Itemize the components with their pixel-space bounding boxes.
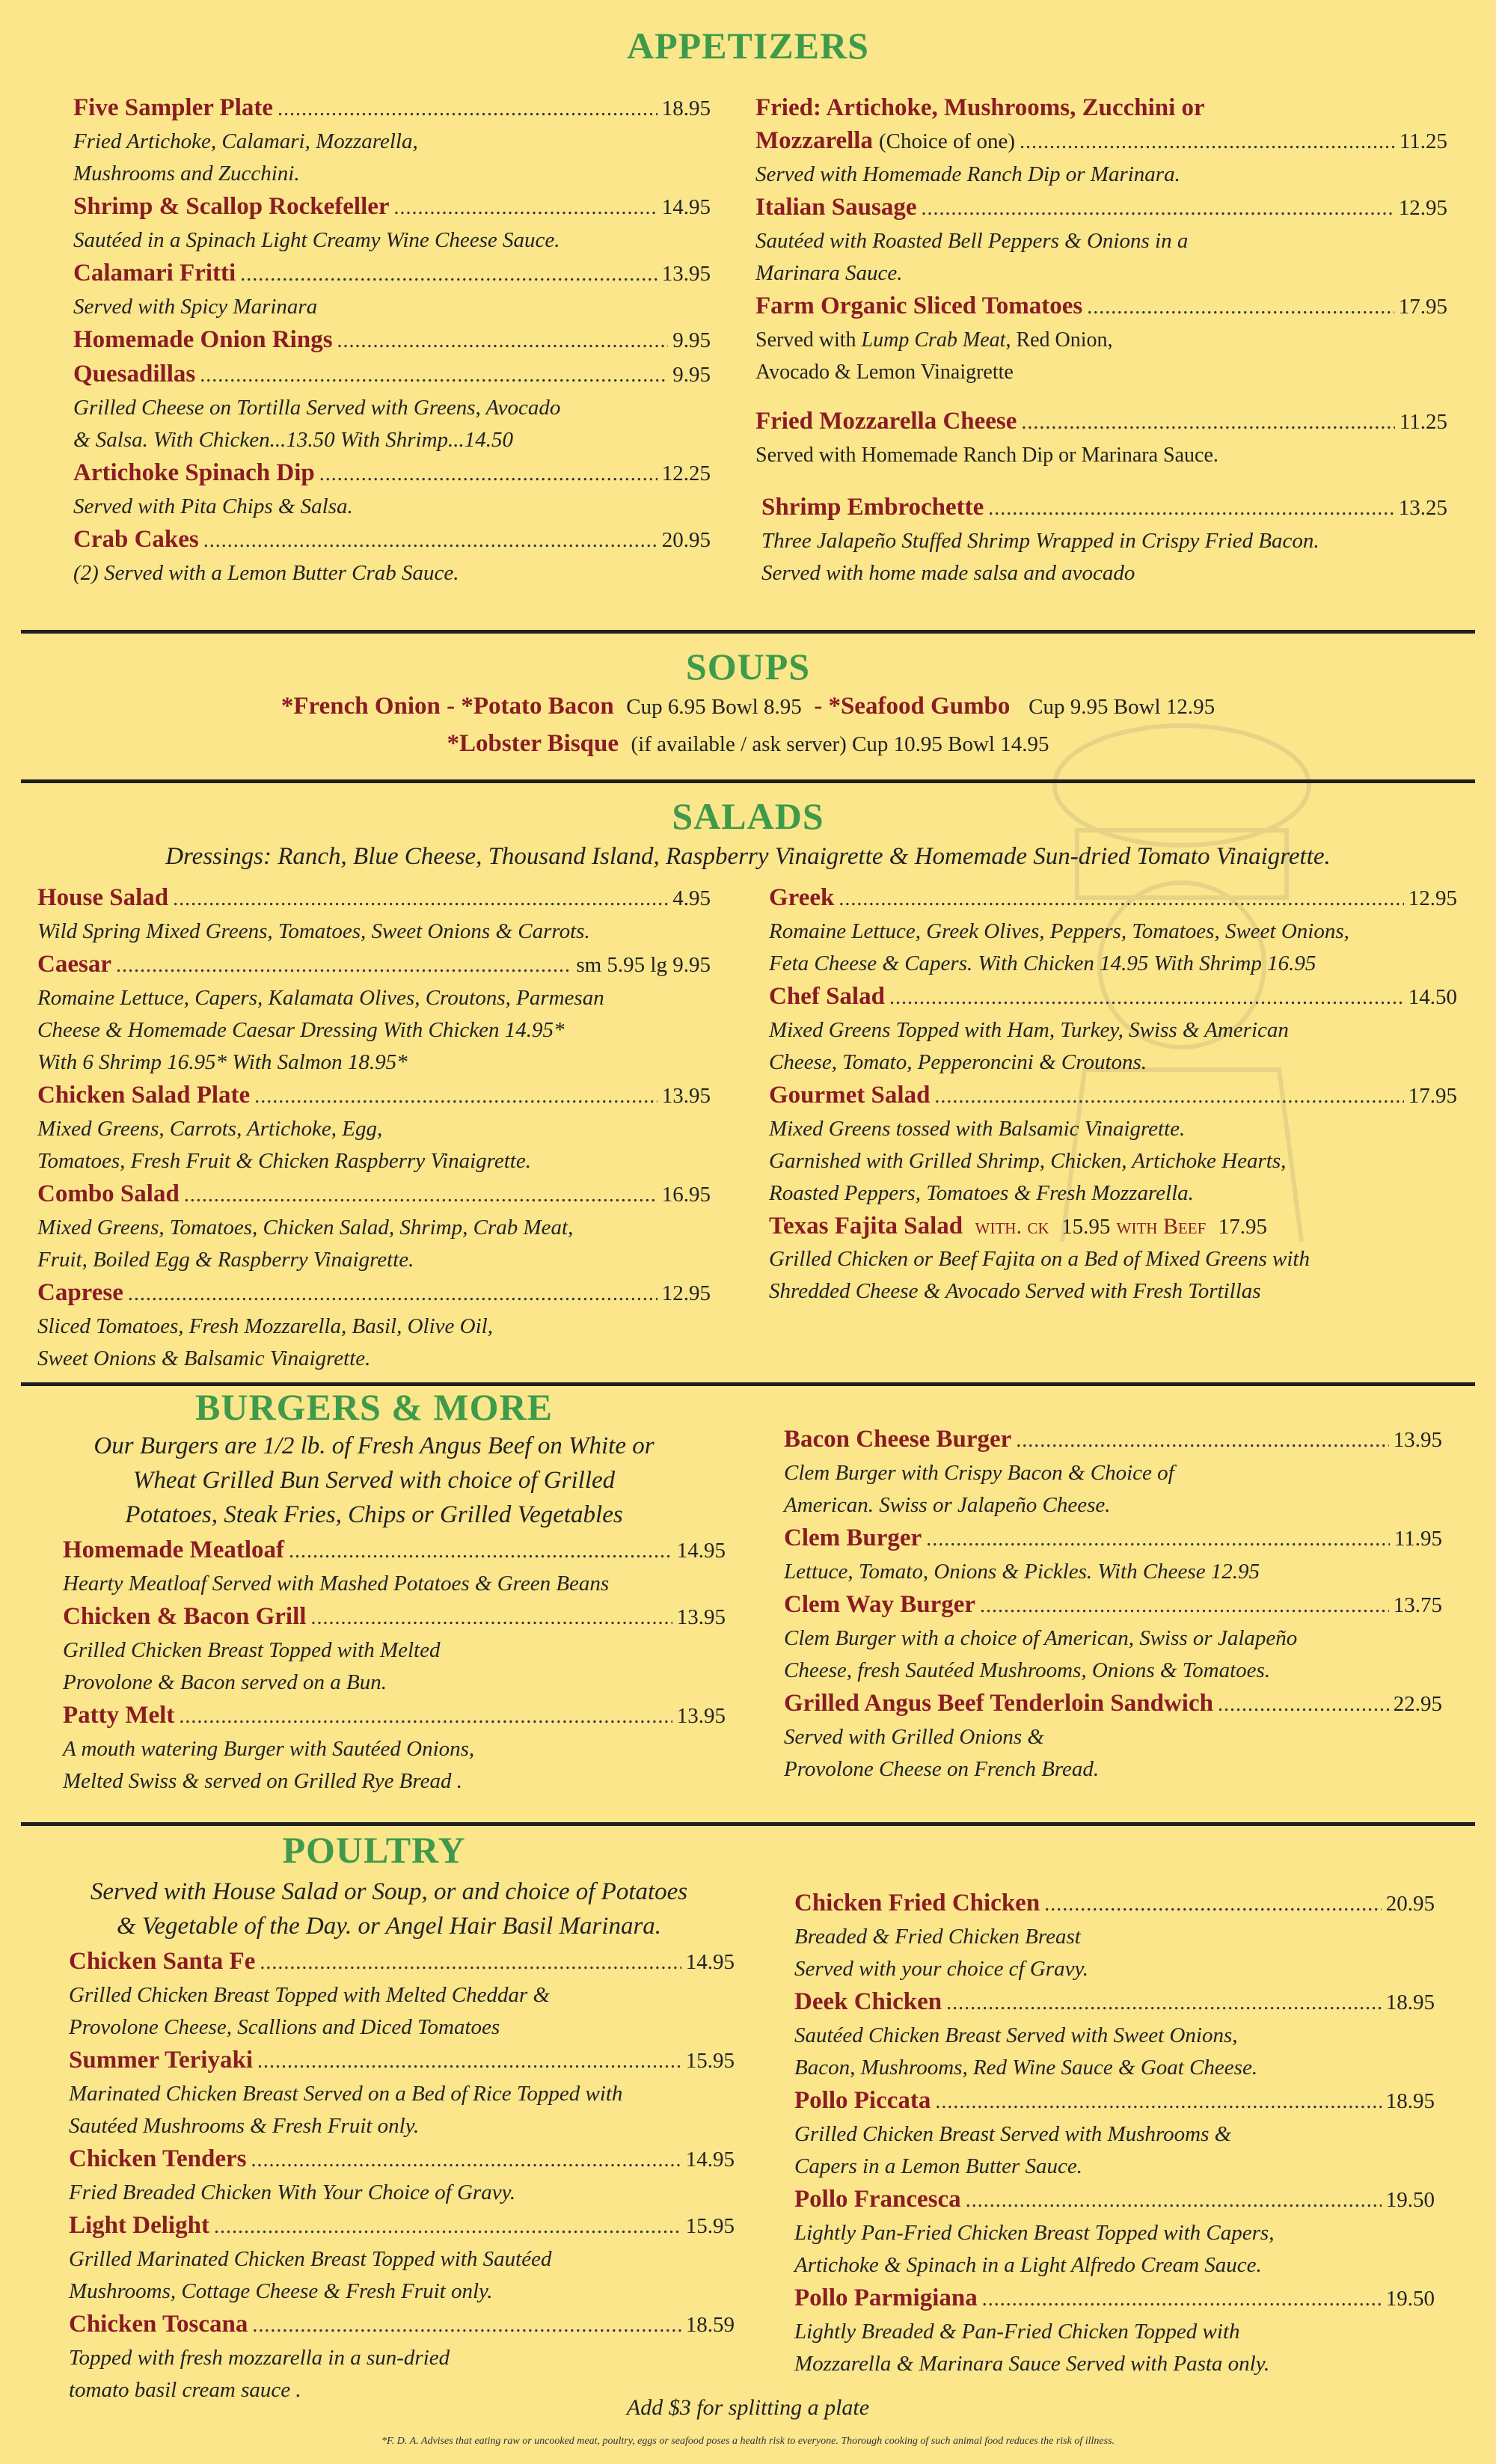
leader-dots bbox=[251, 2144, 681, 2177]
intro-line: & Vegetable of the Day. or Angel Hair Basil Marinara. bbox=[116, 1913, 662, 1940]
leader-dots bbox=[278, 93, 657, 126]
menu-item bbox=[794, 2084, 1435, 2183]
item-description: & Salsa. With Chicken...13.50 With Shrimp...14.50 bbox=[73, 428, 514, 452]
soup-prices: Cup 6.95 Bowl 8.95 bbox=[626, 695, 802, 719]
leader-dots bbox=[935, 2085, 1381, 2118]
leader-dots bbox=[921, 192, 1394, 225]
desc-part: Lump Crab Meat bbox=[861, 328, 1006, 352]
leader-dots bbox=[1087, 291, 1394, 324]
item-price: 20.95 bbox=[661, 528, 711, 552]
soup-name: *French Onion - *Potato Bacon bbox=[280, 693, 614, 720]
item-price: 15.95 bbox=[685, 2049, 735, 2073]
item-note: (Choice of one) bbox=[878, 129, 1015, 153]
desc-part: Served with bbox=[755, 328, 862, 352]
item-description: Sautéed in a Spinach Light Creamy Wine Cheese Sauce. bbox=[73, 228, 560, 252]
leader-dots bbox=[240, 258, 657, 291]
item-price: 19.50 bbox=[1385, 2287, 1435, 2311]
item-description: Wild Spring Mixed Greens, Tomatoes, Sweet Onions & Carrots. bbox=[37, 919, 590, 943]
menu-item bbox=[784, 1588, 1442, 1687]
poultry-title: POULTRY bbox=[282, 1829, 466, 1871]
item-description: Shredded Cheese & Avocado Served with Fresh Tortillas bbox=[769, 1279, 1261, 1303]
item-description: Three Jalapeño Stuffed Shrimp Wrapped in Crispy Fried Bacon. bbox=[761, 529, 1319, 553]
item-description: Breaded & Fried Chicken Breast bbox=[794, 1925, 1081, 1949]
item-description: Served with Homemade Ranch Dip or Marinara. bbox=[755, 162, 1180, 186]
item-price: 12.95 bbox=[1398, 196, 1447, 220]
appetizers-left-column bbox=[73, 91, 711, 589]
leader-dots bbox=[1016, 1424, 1388, 1457]
item-name: Caprese bbox=[37, 1279, 123, 1306]
menu-item bbox=[769, 881, 1457, 980]
item-description: Clem Burger with a choice of American, Swiss or Jalapeño bbox=[784, 1626, 1298, 1650]
intro-line: Potatoes, Steak Fries, Chips or Grilled Vegetables bbox=[125, 1501, 623, 1528]
menu-item bbox=[794, 2183, 1435, 2281]
item-price: 22.95 bbox=[1393, 1692, 1442, 1716]
item-price: 20.95 bbox=[1385, 1892, 1435, 1916]
item-description: tomato basil cream sauce . bbox=[69, 2378, 301, 2402]
poultry-right-column bbox=[794, 1887, 1435, 2380]
item-description: Capers in a Lemon Butter Sauce. bbox=[794, 2154, 1083, 2178]
item-price: 17.95 bbox=[1398, 295, 1447, 319]
item-description: Romaine Lettuce, Greek Olives, Peppers, Tomatoes, Sweet Onions, bbox=[769, 919, 1349, 943]
menu-item bbox=[69, 2209, 735, 2308]
menu-item bbox=[37, 1079, 711, 1177]
leader-dots bbox=[889, 981, 1404, 1014]
item-name: Shrimp Embrochette bbox=[761, 494, 984, 521]
leader-dots bbox=[254, 1080, 657, 1113]
item-name: Greek bbox=[769, 884, 835, 911]
leader-dots bbox=[179, 1700, 672, 1733]
item-description: Provolone Cheese, Scallions and Diced Tomatoes bbox=[69, 2015, 500, 2039]
item-name: Italian Sausage bbox=[755, 194, 917, 221]
item-name: Chicken Santa Fe bbox=[69, 1948, 256, 1975]
item-description: Roasted Peppers, Tomatoes & Fresh Mozzarella. bbox=[769, 1181, 1194, 1205]
leader-dots bbox=[394, 191, 657, 224]
menu-item bbox=[784, 1687, 1442, 1786]
burgers-right-column bbox=[784, 1423, 1442, 1786]
leader-dots bbox=[252, 2309, 681, 2342]
item-price: 14.50 bbox=[1408, 985, 1457, 1009]
item-price: 4.95 bbox=[672, 886, 711, 910]
leader-dots bbox=[319, 458, 657, 491]
menu-item bbox=[784, 1423, 1442, 1521]
leader-dots bbox=[257, 2045, 681, 2078]
item-price: 18.95 bbox=[1385, 2089, 1435, 2113]
menu-item bbox=[73, 91, 711, 190]
leader-dots bbox=[980, 1590, 1389, 1622]
section-divider bbox=[21, 630, 1475, 634]
burgers-left-column bbox=[63, 1533, 726, 1798]
leader-dots bbox=[966, 2184, 1382, 2217]
item-description: Lightly Pan-Fried Chicken Breast Topped with Capers, bbox=[794, 2221, 1275, 2245]
menu-item bbox=[755, 405, 1447, 471]
item-description: Feta Cheese & Capers. With Chicken 14.95 With Shrimp 16.95 bbox=[769, 951, 1316, 975]
item-price: 13.95 bbox=[661, 1084, 711, 1108]
menu-item bbox=[69, 2142, 735, 2209]
menu-item bbox=[769, 980, 1457, 1079]
item-description: Served with Homemade Ranch Dip or Marinara Sauce. bbox=[755, 444, 1218, 467]
menu-item bbox=[69, 2044, 735, 2142]
item-price: 14.95 bbox=[685, 1950, 735, 1974]
item-name: Mozzarella bbox=[755, 127, 873, 154]
leader-dots bbox=[926, 1523, 1390, 1556]
intro-line: Served with House Salad or Soup, or and choice of Potatoes bbox=[90, 1878, 688, 1905]
leader-dots bbox=[1044, 1888, 1382, 1921]
soups-line-2 bbox=[0, 730, 1496, 758]
salads-right-column bbox=[769, 881, 1457, 1308]
item-description: Grilled Chicken or Beef Fajita on a Bed of Mixed Greens with bbox=[769, 1247, 1310, 1271]
item-price: 14.95 bbox=[676, 1539, 726, 1563]
menu-item bbox=[73, 190, 711, 257]
option-label: with Beef bbox=[1116, 1214, 1207, 1239]
leader-dots bbox=[337, 325, 669, 358]
item-description: Marinated Chicken Breast Served on a Bed of Rice Topped with bbox=[69, 2082, 623, 2106]
item-price: 18.95 bbox=[661, 96, 711, 120]
item-description: Grilled Chicken Breast Served with Mushrooms & bbox=[794, 2122, 1232, 2146]
item-description: Provolone & Bacon served on a Bun. bbox=[63, 1670, 387, 1694]
item-description: Mixed Greens Topped with Ham, Turkey, Swiss & American bbox=[769, 1018, 1289, 1042]
item-name: Caesar bbox=[37, 951, 111, 978]
item-name: Bacon Cheese Burger bbox=[784, 1426, 1012, 1453]
item-name: Chicken & Bacon Grill bbox=[63, 1603, 307, 1630]
section-divider bbox=[21, 779, 1475, 783]
leader-dots bbox=[289, 1535, 672, 1568]
leader-dots bbox=[1021, 406, 1394, 439]
item-name: Fried Mozzarella Cheese bbox=[755, 408, 1017, 435]
section-divider bbox=[21, 1822, 1475, 1826]
soup-separator: - bbox=[814, 693, 823, 720]
menu-item bbox=[761, 491, 1447, 589]
soup-note: (if available / ask server) Cup 10.95 Bowl 14.95 bbox=[631, 732, 1049, 756]
intro-line: Our Burgers are 1/2 lb. of Fresh Angus Beef on White or bbox=[94, 1432, 654, 1459]
item-name: Combo Salad bbox=[37, 1180, 180, 1207]
item-price: 11.95 bbox=[1394, 1527, 1442, 1551]
item-description: Served with Grilled Onions & bbox=[784, 1725, 1044, 1749]
option-label: with. ck bbox=[975, 1214, 1049, 1239]
item-description: Topped with fresh mozzarella in a sun-dried bbox=[69, 2346, 450, 2370]
item-name: Homemade Meatloaf bbox=[63, 1536, 284, 1563]
burgers-intro bbox=[45, 1429, 703, 1532]
item-description: Sautéed Mushrooms & Fresh Fruit only. bbox=[69, 2114, 420, 2138]
menu-item bbox=[755, 289, 1447, 388]
item-price: sm 5.95 lg 9.95 bbox=[576, 953, 711, 977]
item-description: Mushrooms and Zucchini. bbox=[73, 162, 300, 186]
item-price: 14.95 bbox=[685, 2148, 735, 2172]
leader-dots bbox=[128, 1278, 657, 1311]
item-price: 14.95 bbox=[661, 195, 711, 219]
fda-advisory: *F. D. A. Advises that eating raw or uncooked meat, poultry, eggs or seafood poses a health risk to everyone. Thorough cooking of such animal food reduces the risk of illness. bbox=[381, 2436, 1115, 2447]
item-description: Clem Burger with Crispy Bacon & Choice of bbox=[784, 1461, 1174, 1485]
item-price: 18.95 bbox=[1385, 1990, 1435, 2014]
item-price: 17.95 bbox=[1408, 1084, 1457, 1108]
item-name: Patty Melt bbox=[63, 1702, 175, 1729]
appetizers-right-column bbox=[755, 91, 1447, 589]
item-description: Melted Swiss & served on Grilled Rye Bread . bbox=[63, 1769, 462, 1793]
split-plate-note: Add $3 for splitting a plate bbox=[626, 2395, 870, 2420]
leader-dots bbox=[839, 883, 1403, 916]
poultry-left-column bbox=[69, 1945, 735, 2406]
item-description: Lettuce, Tomato, Onions & Pickles. With Cheese 12.95 bbox=[784, 1560, 1260, 1584]
item-price: 12.95 bbox=[1408, 886, 1457, 910]
item-description: Sautéed Chicken Breast Served with Sweet Onions, bbox=[794, 2023, 1238, 2047]
item-description: Cheese & Homemade Caesar Dressing With Chicken 14.95* bbox=[37, 1018, 565, 1042]
salads-right-list bbox=[769, 881, 1457, 1210]
leader-dots bbox=[982, 2283, 1382, 2316]
menu-item bbox=[63, 1699, 726, 1798]
item-price: 13.95 bbox=[676, 1605, 726, 1629]
item-name: Gourmet Salad bbox=[769, 1082, 931, 1109]
menu-item bbox=[794, 2281, 1435, 2380]
leader-dots bbox=[1218, 1688, 1389, 1721]
item-description: Marinara Sauce. bbox=[755, 261, 903, 285]
item-price: 15.95 bbox=[685, 2214, 735, 2238]
menu-item bbox=[73, 358, 711, 456]
item-price: 12.95 bbox=[661, 1281, 711, 1305]
item-name: Grilled Angus Beef Tenderloin Sandwich bbox=[784, 1690, 1213, 1717]
burgers-title: BURGERS & MORE bbox=[195, 1386, 553, 1428]
menu-item bbox=[73, 523, 711, 589]
item-price: 13.95 bbox=[1393, 1428, 1442, 1452]
item-description: Avocado & Lemon Vinaigrette bbox=[755, 361, 1014, 384]
leader-dots bbox=[1020, 126, 1395, 159]
desc-part: , Red Onion, bbox=[1005, 328, 1113, 352]
item-description: (2) Served with a Lemon Butter Crab Sauce. bbox=[73, 561, 459, 585]
item-price: 9.95 bbox=[672, 328, 711, 352]
menu-item bbox=[784, 1521, 1442, 1588]
item-description: Sliced Tomatoes, Fresh Mozzarella, Basil, Olive Oil, bbox=[37, 1314, 493, 1338]
item-description: Grilled Marinated Chicken Breast Topped with Sautéed bbox=[69, 2247, 552, 2271]
item-description: Sweet Onions & Balsamic Vinaigrette. bbox=[37, 1346, 371, 1370]
soups-line-1 bbox=[0, 693, 1496, 720]
leader-dots bbox=[310, 1602, 672, 1634]
leader-dots bbox=[184, 1179, 657, 1212]
item-description: Served with your choice cf Gravy. bbox=[794, 1957, 1088, 1981]
intro-line: Wheat Grilled Bun Served with choice of Grilled bbox=[132, 1467, 616, 1494]
item-price: 13.25 bbox=[1398, 496, 1447, 520]
item-description: Mixed Greens, Carrots, Artichoke, Egg, bbox=[37, 1117, 383, 1141]
menu-item bbox=[37, 1276, 711, 1375]
menu-item bbox=[63, 1533, 726, 1600]
item-price: 9.95 bbox=[672, 363, 711, 387]
item-description: Lightly Breaded & Pan-Fried Chicken Topped with bbox=[794, 2320, 1240, 2344]
item-price: 19.50 bbox=[1385, 2188, 1435, 2212]
menu-item bbox=[69, 1945, 735, 2044]
item-name: Quesadillas bbox=[73, 361, 196, 387]
appetizers-title: APPETIZERS bbox=[627, 25, 869, 67]
item-price: 11.25 bbox=[1399, 410, 1447, 434]
menu-item bbox=[755, 91, 1447, 191]
item-price: 15.95 bbox=[1061, 1215, 1111, 1239]
item-price: 11.25 bbox=[1399, 129, 1447, 153]
menu-item bbox=[755, 191, 1447, 289]
menu-item bbox=[794, 1985, 1435, 2084]
item-name: Calamari Fritti bbox=[73, 260, 236, 286]
item-description: Bacon, Mushrooms, Red Wine Sauce & Goat Cheese. bbox=[794, 2056, 1258, 2080]
item-description: Cheese, fresh Sautéed Mushrooms, Onions & Tomatoes. bbox=[784, 1658, 1271, 1682]
item-price: 13.75 bbox=[1393, 1593, 1442, 1617]
leader-dots bbox=[214, 2210, 681, 2243]
item-description: Served with home made salsa and avocado bbox=[761, 561, 1135, 585]
menu-item bbox=[73, 257, 711, 323]
leader-dots bbox=[200, 359, 668, 392]
salads-title: SALADS bbox=[672, 795, 824, 837]
item-price: 13.95 bbox=[676, 1704, 726, 1728]
menu-item bbox=[769, 1210, 1457, 1308]
salad-dressings: Dressings: Ranch, Blue Cheese, Thousand Island, Raspberry Vinaigrette & Homemade Sun-dried Tomato Vinaigrette. bbox=[165, 843, 1331, 870]
leader-dots bbox=[988, 492, 1394, 525]
item-name: Clem Burger bbox=[784, 1524, 922, 1551]
item-name: Five Sampler Plate bbox=[73, 94, 273, 121]
item-description: Sautéed with Roasted Bell Peppers & Onions in a bbox=[755, 229, 1189, 253]
leader-dots bbox=[260, 1946, 681, 1979]
item-name: Homemade Onion Rings bbox=[73, 326, 333, 353]
item-name: Light Delight bbox=[69, 2212, 209, 2239]
salads-left-column bbox=[37, 881, 711, 1375]
item-name: Chicken Fried Chicken bbox=[794, 1890, 1040, 1916]
item-name: Chicken Tenders bbox=[69, 2145, 247, 2172]
menu-item bbox=[37, 948, 711, 1079]
item-name: Crab Cakes bbox=[73, 526, 199, 553]
item-description: With 6 Shrimp 16.95* With Salmon 18.95* bbox=[37, 1050, 408, 1074]
item-price: 13.95 bbox=[661, 262, 711, 286]
item-description: A mouth watering Burger with Sautéed Onions, bbox=[63, 1737, 475, 1761]
menu-item bbox=[63, 1600, 726, 1699]
item-price: 16.95 bbox=[661, 1183, 711, 1207]
item-description: Mushrooms, Cottage Cheese & Fresh Fruit only. bbox=[69, 2279, 493, 2303]
item-description: Cheese, Tomato, Pepperoncini & Croutons. bbox=[769, 1050, 1147, 1074]
item-description: Served with Spicy Marinara bbox=[73, 295, 318, 319]
item-description: Mixed Greens tossed with Balsamic Vinaigrette. bbox=[769, 1117, 1186, 1141]
item-description: Grilled Chicken Breast Topped with Melted Cheddar & bbox=[69, 1983, 551, 2007]
item-description: Tomatoes, Fresh Fruit & Chicken Raspberry Vinaigrette. bbox=[37, 1149, 531, 1173]
item-description: Artichoke & Spinach in a Light Alfredo Cream Sauce. bbox=[794, 2253, 1262, 2277]
item-name: Chef Salad bbox=[769, 983, 885, 1010]
item-description: Fried Breaded Chicken With Your Choice of Gravy. bbox=[69, 2180, 516, 2204]
item-name: Farm Organic Sliced Tomatoes bbox=[755, 292, 1083, 319]
menu-item bbox=[769, 1079, 1457, 1210]
item-description: Mozzarella & Marinara Sauce Served with Pasta only. bbox=[794, 2352, 1270, 2376]
item-description: American. Swiss or Jalapeño Cheese. bbox=[784, 1493, 1111, 1517]
item-name: Summer Teriyaki bbox=[69, 2047, 254, 2074]
leader-dots bbox=[934, 1080, 1403, 1113]
menu-item bbox=[73, 323, 711, 358]
menu-item bbox=[37, 1177, 711, 1276]
item-name: House Salad bbox=[37, 884, 169, 911]
item-description: Mixed Greens, Tomatoes, Chicken Salad, Shrimp, Crab Meat, bbox=[37, 1216, 574, 1239]
item-name: Deek Chicken bbox=[794, 1988, 942, 2015]
soup-name: *Seafood Gumbo bbox=[828, 693, 1011, 720]
leader-dots bbox=[173, 883, 668, 916]
menu-item bbox=[37, 881, 711, 948]
item-name: Artichoke Spinach Dip bbox=[73, 459, 315, 486]
soups-title: SOUPS bbox=[685, 646, 811, 687]
item-description: Provolone Cheese on French Bread. bbox=[784, 1757, 1100, 1781]
menu-item bbox=[794, 1887, 1435, 1985]
item-name: Clem Way Burger bbox=[784, 1591, 976, 1618]
item-name: Chicken Salad Plate bbox=[37, 1082, 251, 1109]
item-description: Grilled Chicken Breast Topped with Melted bbox=[63, 1638, 441, 1662]
menu-item bbox=[69, 2308, 735, 2406]
item-price: 18.59 bbox=[685, 2313, 735, 2337]
item-name: Pollo Parmigiana bbox=[794, 2284, 978, 2311]
leader-dots bbox=[946, 1987, 1382, 2020]
item-name: Texas Fajita Salad bbox=[769, 1213, 963, 1239]
poultry-intro bbox=[45, 1875, 733, 1943]
item-description: Garnished with Grilled Shrimp, Chicken, Artichoke Hearts, bbox=[769, 1149, 1287, 1173]
item-description: Fried Artichoke, Calamari, Mozzarella, bbox=[73, 129, 418, 153]
item-description: Served with Pita Chips & Salsa. bbox=[73, 494, 353, 518]
leader-dots bbox=[116, 949, 571, 982]
item-name: Pollo Piccata bbox=[794, 2087, 931, 2114]
item-price: 17.95 bbox=[1218, 1215, 1268, 1239]
item-description bbox=[755, 324, 1447, 356]
item-description: Hearty Meatloaf Served with Mashed Potatoes & Green Beans bbox=[63, 1572, 610, 1596]
soup-name: *Lobster Bisque bbox=[447, 730, 619, 757]
item-name: Shrimp & Scallop Rockefeller bbox=[73, 193, 390, 220]
item-description: Grilled Cheese on Tortilla Served with Greens, Avocado bbox=[73, 396, 561, 420]
item-name: Pollo Francesca bbox=[794, 2186, 961, 2213]
item-price: 12.25 bbox=[661, 462, 711, 485]
soup-prices: Cup 9.95 Bowl 12.95 bbox=[1028, 695, 1216, 719]
menu-item bbox=[73, 456, 711, 523]
item-name: Fried: Artichoke, Mushrooms, Zucchini or bbox=[755, 94, 1205, 121]
leader-dots bbox=[203, 524, 657, 557]
item-description: Fruit, Boiled Egg & Raspberry Vinaigrette. bbox=[37, 1248, 414, 1272]
item-name: Chicken Toscana bbox=[69, 2311, 248, 2338]
item-description: Romaine Lettuce, Capers, Kalamata Olives, Croutons, Parmesan bbox=[37, 986, 604, 1010]
